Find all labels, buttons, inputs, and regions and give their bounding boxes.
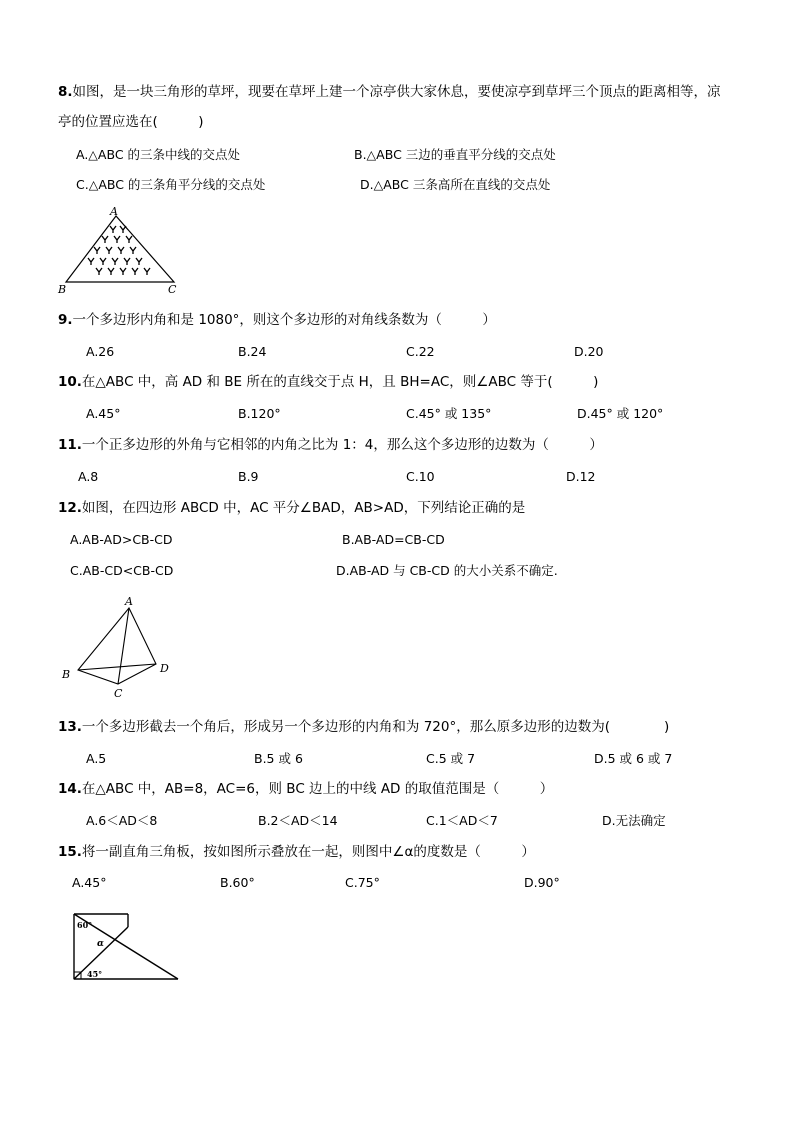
q12-option-d: D.AB-AD 与 CB-CD 的大小关系不确定.	[336, 563, 558, 578]
q8-lawn-triangle-figure	[56, 206, 180, 296]
q15-option-c: C.75°	[345, 875, 380, 890]
q13-option-a: A.5	[86, 751, 107, 766]
question-14-stem: 14.在△ABC 中，AB=8，AC=6，则 BC 边上的中线 AD 的取值范围是（ ）	[58, 781, 554, 797]
q15-option-d: D.90°	[524, 875, 560, 890]
q11-option-c: C.10	[406, 469, 435, 484]
q12-label-d: D	[160, 662, 169, 675]
q9-option-d: D.20	[574, 344, 604, 359]
q12-option-b: B.AB-AD=CB-CD	[342, 532, 445, 547]
q8-label-b: B	[58, 283, 67, 296]
q10-option-d: D.45° 或 120°	[577, 406, 664, 421]
question-8-stem-line1: 8.如图，是一块三角形的草坪，现要在草坪上建一个凉亭供大家休息，要使凉亭到草坪三个顶点的距离相等，凉	[58, 84, 721, 100]
quadrilateral-abcd	[78, 608, 156, 684]
q14-option-d: D.无法确定	[602, 813, 666, 828]
q15-label-60: 60°	[77, 920, 93, 930]
question-11-stem: 11.一个正多边形的外角与它相邻的内角之比为 1：4，那么这个多边形的边数为（ ）	[58, 437, 603, 453]
diagonal-bd	[78, 664, 156, 670]
q14-option-b: B.2＜AD＜14	[258, 813, 338, 828]
grass-tufts	[88, 226, 150, 275]
q15-label-alpha: α	[97, 939, 104, 949]
q8-label-a: A	[110, 205, 118, 218]
q15-option-b: B.60°	[220, 875, 255, 890]
q8-option-d: D.△ABC 三条高所在直线的交点处	[360, 177, 551, 192]
q14-option-a: A.6＜AD＜8	[86, 813, 158, 828]
question-12-stem: 12.如图，在四边形 ABCD 中，AC 平分∠BAD，AB>AD，下列结论正确的是	[58, 500, 526, 516]
q10-option-a: A.45°	[86, 406, 121, 421]
q8-option-b: B.△ABC 三边的垂直平分线的交点处	[354, 147, 556, 162]
q10-option-c: C.45° 或 135°	[406, 406, 492, 421]
q15-triangle-rulers-figure	[70, 910, 182, 984]
question-15-stem: 15.将一副直角三角板，按如图所示叠放在一起，则图中∠α的度数是（ ）	[58, 844, 535, 860]
q15-label-45: 45°	[87, 969, 103, 979]
q9-option-b: B.24	[238, 344, 267, 359]
q12-label-b: B	[62, 668, 71, 681]
q12-option-c: C.AB-CD<CB-CD	[70, 563, 174, 578]
q12-option-a: A.AB-AD>CB-CD	[70, 532, 173, 547]
q9-option-a: A.26	[86, 344, 115, 359]
question-9-stem: 9.一个多边形内角和是 1080°，则这个多边形的对角线条数为（ ）	[58, 312, 496, 328]
q8-option-a: A.△ABC 的三条中线的交点处	[76, 147, 241, 162]
q11-option-d: D.12	[566, 469, 596, 484]
q15-option-a: A.45°	[72, 875, 107, 890]
q13-option-d: D.5 或 6 或 7	[594, 751, 673, 766]
q9-option-c: C.22	[406, 344, 435, 359]
q13-option-b: B.5 或 6	[254, 751, 303, 766]
question-10-stem: 10.在△ABC 中，高 AD 和 BE 所在的直线交于点 H，且 BH=AC，则∠ABC 等于( )	[58, 374, 599, 390]
q11-option-a: A.8	[78, 469, 99, 484]
q10-option-b: B.120°	[238, 406, 281, 421]
q8-option-c: C.△ABC 的三条角平分线的交点处	[76, 177, 266, 192]
q13-option-c: C.5 或 7	[426, 751, 476, 766]
question-13-stem: 13.一个多边形截去一个角后，形成另一个多边形的内角和为 720°，那么原多边形的边数为( )	[58, 719, 670, 735]
q12-quadrilateral-figure	[58, 594, 180, 704]
q12-label-c: C	[114, 687, 123, 700]
question-8-stem-line2: 亭的位置应选在( )	[58, 114, 204, 130]
q11-option-b: B.9	[238, 469, 259, 484]
q14-option-c: C.1＜AD＜7	[426, 813, 498, 828]
q8-label-c: C	[168, 283, 177, 296]
q12-label-a: A	[125, 595, 133, 608]
